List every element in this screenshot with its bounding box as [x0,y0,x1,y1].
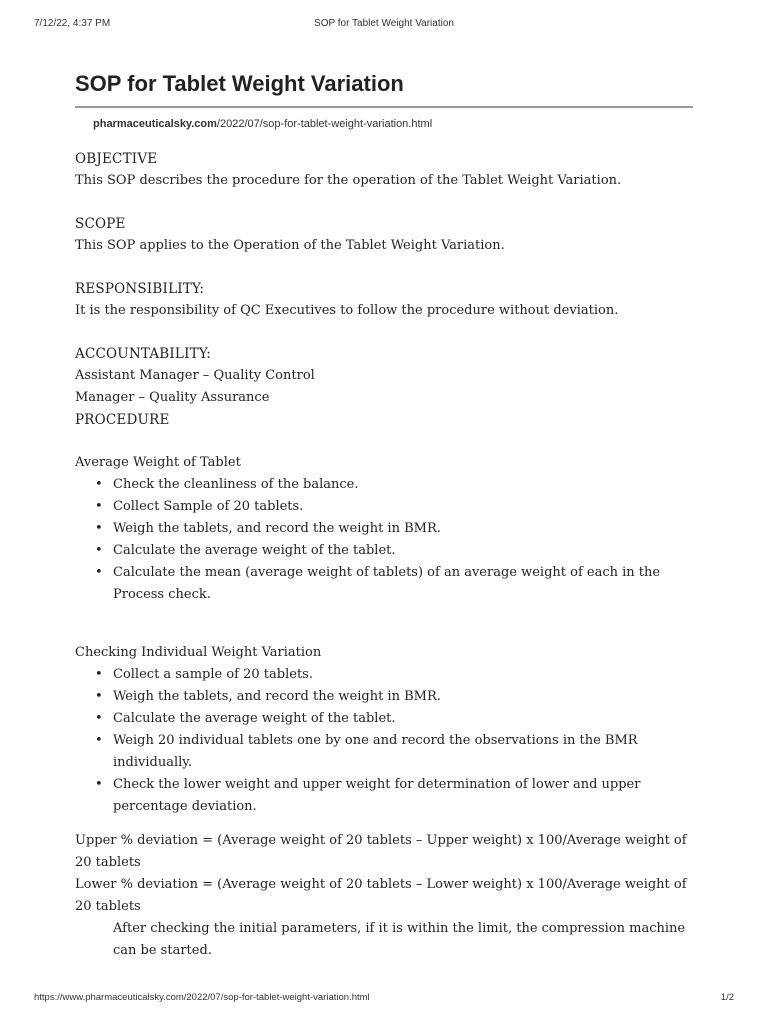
objective-text: This SOP describes the procedure for the operation of the Tablet Weight Variation. [75,173,622,188]
procedure-heading: PROCEDURE [75,412,170,428]
average-weight-title: Average Weight of Tablet [75,455,241,470]
scope-heading: SCOPE [75,216,126,232]
list-item: • Collect a sample of 20 tablets. [113,664,693,686]
list-item: • Calculate the average weight of the tablet. [113,540,693,562]
responsibility-text: It is the responsibility of QC Executives to follow the procedure without deviation. [75,303,619,318]
list-item: • Check the lower weight and upper weight for determination of lower and upper percentage deviation. [113,774,693,818]
objective-heading: OBJECTIVE [75,151,158,167]
spacer [75,192,693,213]
spacer [75,257,693,278]
individual-weight-list [75,664,693,818]
scope-text: This SOP applies to the Operation of the Tablet Weight Variation. [75,238,505,253]
responsibility-heading: RESPONSIBILITY: [75,281,205,297]
list-item: • Weigh 20 individual tablets one by one and record the observations in the BMR individually. [113,730,693,774]
average-weight-list [75,474,693,606]
print-footer-url: https://www.pharmaceuticalsky.com/2022/07/sop-for-tablet-weight-variation.html [34,992,370,1003]
closing-text: After checking the initial parameters, if it is within the limit, the compression machine can be started. [113,921,686,958]
list-item: • Weigh the tablets, and record the weight in BMR. [113,518,693,540]
accountability-heading: ACCOUNTABILITY: [75,346,212,362]
accountability-line: Manager – Quality Assurance [75,390,270,405]
source-link[interactable] [93,118,693,130]
spacer [75,322,693,343]
spacer [75,606,693,642]
list-item: • Check the cleanliness of the balance. [113,474,693,496]
page-number: 1/2 [720,992,734,1003]
list-item: • Weigh the tablets, and record the weight in BMR. [113,686,693,708]
list-item: • Calculate the average weight of the tablet. [113,708,693,730]
spacer [75,431,693,452]
document-body [75,148,693,962]
list-item: • Collect Sample of 20 tablets. [113,496,693,518]
spacer [75,818,693,830]
print-datetime: 7/12/22, 4:37 PM [34,18,111,29]
upper-deviation-formula: Upper % deviation = (Average weight of 20 tablets – Upper weight) x 100/Average weight of 20 tablets [75,833,687,870]
print-header [34,18,734,32]
source-path: /2022/07/sop-for-tablet-weight-variation.html [216,118,433,130]
page-title: SOP for Tablet Weight Variation [75,70,693,108]
list-item: • Calculate the mean (average weight of tablets) of an average weight of each in the Process check. [113,562,693,606]
accountability-line: Assistant Manager – Quality Control [75,368,315,383]
print-header-title: SOP for Tablet Weight Variation [314,18,454,29]
document-content [75,70,693,962]
print-footer [34,992,734,1006]
individual-weight-title: Checking Individual Weight Variation [75,645,322,660]
source-domain: pharmaceuticalsky.com [93,118,217,130]
lower-deviation-formula: Lower % deviation = (Average weight of 20 tablets – Lower weight) x 100/Average weight of 20 tablets [75,877,687,914]
